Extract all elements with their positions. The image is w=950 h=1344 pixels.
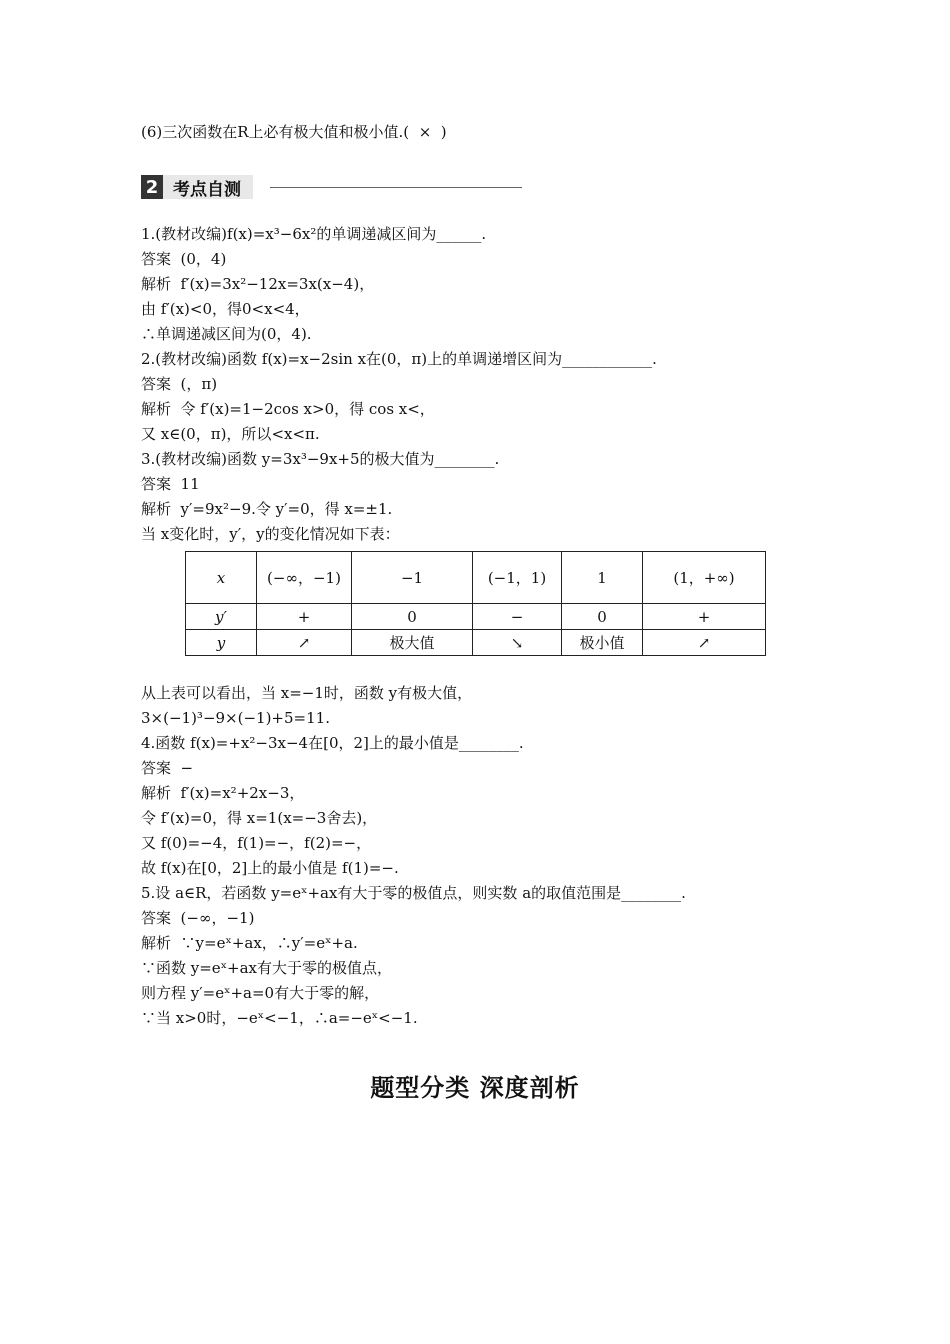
table-cell: x	[186, 552, 257, 604]
text-line: 3.(教材改编)函数 y=3x³−9x+5的极大值为________.	[141, 450, 500, 468]
text-line: ∴单调递减区间为(0，4).	[141, 325, 312, 343]
text-line: 故 f(x)在[0，2]上的最小值是 f(1)=−.	[141, 859, 399, 877]
question-6-line: (6)三次函数在R上必有极大值和极小值.( × )	[141, 123, 447, 141]
table-cell: ↘	[473, 630, 562, 656]
section-divider	[270, 187, 522, 188]
table-row	[186, 604, 766, 630]
text-line: ∵函数 y=eˣ+ax有大于零的极值点，	[141, 959, 393, 977]
table-cell: −	[473, 604, 562, 630]
table-cell: 0	[352, 604, 473, 630]
text-line: 当 x变化时，y′，y的变化情况如下表：	[141, 525, 400, 543]
table-row	[186, 630, 766, 656]
table-cell: 极大值	[352, 630, 473, 656]
text-line: 4.函数 f(x)=+x²−3x−4在[0，2]上的最小值是________.	[141, 734, 524, 752]
section-heading: 题型分类 深度剖析	[370, 1074, 580, 1102]
table-cell: ↗	[257, 630, 352, 656]
text-line: 解析 f′(x)=x²+2x−3，	[141, 784, 305, 802]
text-line: 答案 (，π)	[141, 375, 218, 393]
section-header	[141, 175, 253, 199]
text-line: 3×(−1)³−9×(−1)+5=11.	[141, 709, 330, 727]
section-title: 考点自测	[163, 175, 253, 199]
table-cell: (−1，1)	[473, 552, 562, 604]
table-cell: (−∞，−1)	[257, 552, 352, 604]
text-line: 答案 (−∞，−1)	[141, 909, 255, 927]
table-cell: 1	[562, 552, 643, 604]
table-cell: y′	[186, 604, 257, 630]
table-cell: +	[643, 604, 766, 630]
table-cell: −1	[352, 552, 473, 604]
text-line: ∵当 x>0时，−eˣ<−1，∴a=−eˣ<−1.	[141, 1009, 418, 1027]
text-line: 解析 令 f′(x)=1−2cos x>0，得 cos x<，	[141, 400, 435, 418]
text-line: 令 f′(x)=0，得 x=1(x=−3舍去)，	[141, 809, 378, 827]
text-line: 则方程 y′=eˣ+a=0有大于零的解，	[141, 984, 380, 1002]
text-line: 解析 f′(x)=3x²−12x=3x(x−4)，	[141, 275, 375, 293]
text-line: 答案 11	[141, 475, 200, 493]
text-line: 又 f(0)=−4，f(1)=−，f(2)=−，	[141, 834, 372, 852]
text-line: 1.(教材改编)f(x)=x³−6x²的单调递减区间为______.	[141, 225, 487, 243]
text-line: 由 f′(x)<0，得0<x<4，	[141, 300, 310, 318]
table-cell: +	[257, 604, 352, 630]
table-cell: y	[186, 630, 257, 656]
text-line: 又 x∈(0，π)，所以<x<π.	[141, 425, 320, 443]
table-cell: ↗	[643, 630, 766, 656]
variation-table	[185, 551, 766, 656]
table-cell: 0	[562, 604, 643, 630]
section-number: 2	[141, 175, 163, 199]
text-line: 答案 (0，4)	[141, 250, 227, 268]
table-cell: (1，+∞)	[643, 552, 766, 604]
text-line: 答案 −	[141, 759, 194, 777]
table-cell: 极小值	[562, 630, 643, 656]
text-line: 5.设 a∈R，若函数 y=eˣ+ax有大于零的极值点，则实数 a的取值范围是________.	[141, 884, 686, 902]
text-line: 解析 y′=9x²−9.令 y′=0，得 x=±1.	[141, 500, 393, 518]
table-row	[186, 552, 766, 604]
text-line: 2.(教材改编)函数 f(x)=x−2sin x在(0，π)上的单调递增区间为____________.	[141, 350, 657, 368]
text-line: 从上表可以看出，当 x=−1时，函数 y有极大值，	[141, 684, 473, 702]
text-line: 解析 ∵y=eˣ+ax，∴y′=eˣ+a.	[141, 934, 358, 952]
